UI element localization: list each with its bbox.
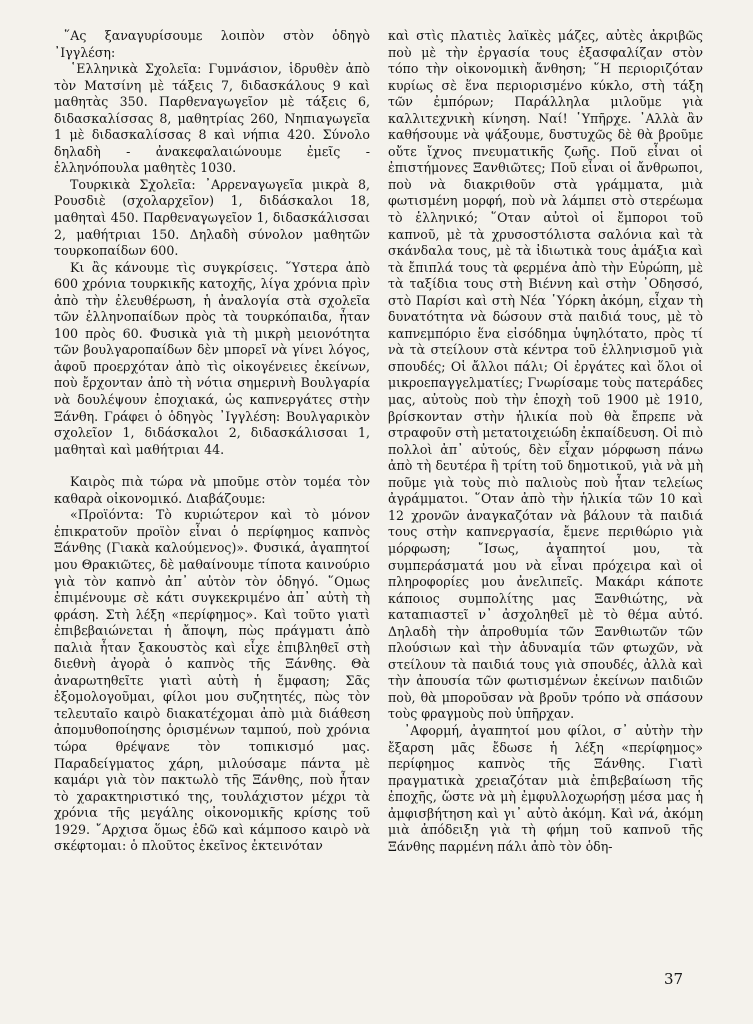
paragraph: ᾽Αφορμή, ἀγαπητοί μου φίλοι, σ᾽ αὐτὴν τὴν ἔξαρση μᾶς ἔδωσε ἡ λέξη «περίφημος» περίφημος καπνὸς τῆς Ξάνθης. Γιατὶ πραγματικὰ χρειαζόταν μιὰ ἐπιβεβαίωση τῆς ἐποχῆς, ὥστε νὰ μὴ ἐμφυλλοχωρήσῃ μέσα μας ἡ ἀμφισβήτηση καὶ γι᾽ αὐτὸ ἀκόμη. Καὶ νά, ἀκόμη μιὰ ἀπόδειξη γιὰ τὴ φήμη τοῦ καπνοῦ τῆς Ξάνθης παρμένη πάλι ἀπὸ τὸν ὁδη- (388, 722, 703, 854)
paragraph: Καιρὸς πιὰ τώρα νὰ μποῦμε στὸν τομέα τὸν καθαρὰ οἰκονομικό. Διαβάζουμε: (54, 474, 370, 506)
right-column (388, 28, 703, 855)
paragraph: ῞Ας ξαναγυρίσουμε λοιπὸν στὸν ὁδηγὸ ᾽Ιγγλέση: (54, 28, 370, 60)
paragraph: Τουρκικὰ Σχολεῖα: ᾽Αρρεναγωγεῖα μικρὰ 8, Ρουσδιὲ (σχολαρχεῖον) 1, διδάσκαλοι 18, μαθηταὶ 450. Παρθεναγωγεῖον 1, διδασκάλισσαι 2, μαθήτριαι 150. Δηλαδὴ σύνολον μαθητῶν τουρκοπαίδων 600. (54, 176, 370, 259)
paragraph: ῾Ελληνικὰ Σχολεῖα: Γυμνάσιον, ἱδρυθὲν ἀπὸ τὸν Ματσίνη μὲ τάξεις 7, διδασκάλους 9 καὶ μαθητὰς 350. Παρθεναγωγεῖον μὲ τάξεις 6, διδασκαλίσσας 8, μαθητρίας 260, Νηπιαγωγεῖα 1 μὲ διδασκαλίσσας 8 καὶ νήπια 420. Σύνολο δηλαδὴ - ἀνακεφαλαιώνουμε ἐμεῖς - ἑλληνόπουλα μαθητὲς 1030. (54, 61, 370, 176)
page-number: 37 (664, 970, 684, 988)
paragraph: καὶ στὶς πλατιὲς λαϊκὲς μάζες, αὐτὲς ἀκριβῶς ποὺ μὲ τὴν ἐργασία τους ἐξασφαλίζαν στὸν τόπο τὴν οἰκονομικὴ ἄνθηση; ῞Η περιοριζόταν κυρίως σὲ ἕνα περιορισμένο κύκλο, στὴ τάξη τῶν ἐμπόρων; Παράλληλα μιλοῦμε γιὰ καλλιτεχνικὴ κίνηση. Ναί! ῾Υπῆρχε. ᾽Αλλὰ ἂν καθήσουμε νὰ ψάξουμε, δυστυχῶς δὲ θὰ βροῦμε οὔτε ἴχνος πνευματικῆς ζωῆς. Ποῦ εἶναι οἱ ἐπιστήμονες Ξανθιῶτες; Ποῦ εἶναι οἱ ἄνθρωποι, ποὺ νὰ διακριθοῦν στὰ γράμματα, μιὰ φωτισμένη μορφή, ποὺ νὰ λάμπει στὸ στερέωμα τὸ ἑλληνικό; ῞Οταν αὐτοὶ οἱ ἔμποροι τοῦ καπνοῦ, μὲ τὰ χρυσοστόλιστα σαλόνια καὶ τὰ σκάνδαλα τους, μὲ τὰ ἰδιωτικὰ τους ἁμάξια καὶ τὰ ἔπιπλά τους τὰ φερμένα ἀπὸ τὴν Εὐρώπη, μὲ τὰ ταξίδια τους στὴ Βιέννη καὶ στὴν ᾽Οδησσό, στὸ Παρίσι καὶ στὴ Νέα ῾Υόρκη ἀκόμη, εἶχαν τὴ δυνατότητα νὰ δώσουν στὰ παιδιά τους, μὲ τὸ καπνεμπόριο ἕνα εἰσόδημα ὑψηλότατο, πρὸς τί νὰ τὰ στείλουν στὰ κέντρα τοῦ ἑλληνισμοῦ γιὰ σπουδές; Οἱ ἄλλοι πάλι; Οἱ ἐργάτες καὶ ὅλοι οἱ μικροεπαγγελματίες; Γνωρίσαμε τοὺς πατεράδες μας, αὐτοὺς ποὺ τὴν ἐποχὴ τοῦ 1900 μὲ 1910, βρίσκονταν στὴν ἡλικία ποὺ θὰ ἔπρεπε νὰ στραφοῦν στὴ μετατοιχειώδη ἐκπαίδευση. Οἱ πιὸ πολλοὶ ἀπ᾽ αὐτούς, δὲν εἶχαν μόρφωση πάνω ἀπὸ τὴ δευτέρα ἢ τρίτη τοῦ δημοτικοῦ, γιὰ νὰ μὴ ποῦμε γιὰ τοὺς πιὸ παλιοὺς ποὺ ἦταν τελείως ἀγράμματοι. ῞Οταν ἀπὸ τὴν ἡλικία τῶν 10 καὶ 12 χρονῶν ἀναγκαζόταν νὰ βάλουν τὰ παιδιά τους στὴν καπνεργασία, ἔμενε περιθώριο γιὰ μόρφωση; ῎Ισως, ἀγαπητοί μου, τὰ συμπεράσματά μου νὰ εἶναι πρόχειρα καὶ οἱ πληροφορίες μου ἀνελιπεῖς. Μακάρι κάποτε κάποιος συμπολίτης μας Ξανθιώτης, νὰ καταπιαστεῖ ν᾽ ἀσχοληθεῖ μὲ τὸ θέμα αὐτό. Δηλαδὴ τὴν ἀπροθυμία τῶν Ξανθιωτῶν τῶν πλούσιων καὶ τὴν ἀδυναμία τῶν φτωχῶν, νὰ στείλουν τὰ παιδιά τους γιὰ σπουδές, ἀλλὰ καὶ τὴν ἀπουσία τῶν φωτισμένων ἐκείνων παιδιῶν ποὺ, θὰ μποροῦσαν νὰ βροῦν τρόπο νὰ σπάσουν τοὺς φραγμοὺς ποὺ ὑπῆρχαν. (388, 28, 703, 722)
left-column (54, 28, 370, 855)
paragraph: «Προϊόντα: Τὸ κυριώτερον καὶ τὸ μόνον ἐπικρατοῦν προϊὸν εἶναι ὁ περίφημος καπνὸς Ξάνθης (Γιακὰ καλούμενος)». Φυσικά, ἀγαπητοί μου Θρακιῶτες, δὲ μαθαίνουμε τίποτα καινούριο γιὰ τὸν καπνὸ ἀπ᾽ αὐτὸν τὸν ὁδηγό. ῞Ομως ἐπιμένουμε σὲ κάτι συγκεκριμένο ἀπ᾽ αὐτὴ τὴ φράση. Στὴ λέξη «περίφημος». Καὶ τοῦτο γιατὶ ἐπιβεβαιώνεται ἡ ἄποψη, πὼς πράγματι ἀπὸ παλιὰ ἦταν ξακουστὸς καὶ εἶχε ἐπιβληθεῖ στὴ διεθνὴ ἀγορὰ ὁ καπνὸς τῆς Ξάνθης. Θὰ ἀναρωτηθεῖτε γιατὶ αὐτὴ ἡ ἔμφαση; Σᾶς ἐξομολογοῦμαι, φίλοι μου συζητητές, πὼς τὸν τελευταῖο καιρὸ διακατέχομαι ἀπὸ μιὰ διάθεση ἀπομυθοποίησης ὁρισμένων ταμπού, ποὺ χρόνια τώρα θρέψανε τὸν τοπικισμό μας. Παραδείγματος χάρη, μιλούσαμε πάντα μὲ καμάρι γιὰ τὸν πακτωλὸ τῆς Ξάνθης, ποὺ ἦταν τὸ χαρακτηριστικό της, τουλάχιστον μέχρι τὰ χρόνια τῆς μεγάλης οἰκονομικῆς κρίσης τοῦ 1929. ῎Αρχισα ὅμως ἐδῶ καὶ κάμποσο καιρὸ νὰ σκέφτομαι: ὁ πλοῦτος ἐκεῖνος ἐκτεινόταν (54, 507, 370, 854)
paragraph: Κι ἂς κάνουμε τὶς συγκρίσεις. ῞Υστερα ἀπὸ 600 χρόνια τουρκικῆς κατοχῆς, λίγα χρόνια πρὶν ἀπὸ τὴν ἐλευθέρωση, ἡ ἀναλογία στὰ σχολεῖα τῶν ἑλληνοπαίδων πρὸς τὰ τουρκόπαιδα, ἦταν 100 πρὸς 60. Φυσικὰ γιὰ τὴ μικρὴ μειονότητα τῶν βουλγαροπαίδων δὲν μπορεῖ νὰ γίνει λόγος, ἀφοῦ προερχόταν ἀπὸ τὶς οἰκογένειες ἐκείνων, ποὺ ἔρχονταν ἀπὸ τὴ νότια σημερινὴ Βουλγαρία νὰ δουλέψουν ἐποχιακά, ὡς καπνεργάτες στὴν Ξάνθη. Γράφει ὁ ὁδηγὸς ᾽Ιγγλέση: Βουλγαρικὸν σχολεῖον 1, διδάσκαλοι 2, διδασκάλισσαι 1, μαθηταὶ καὶ μαθήτριαι 44. (54, 259, 370, 457)
